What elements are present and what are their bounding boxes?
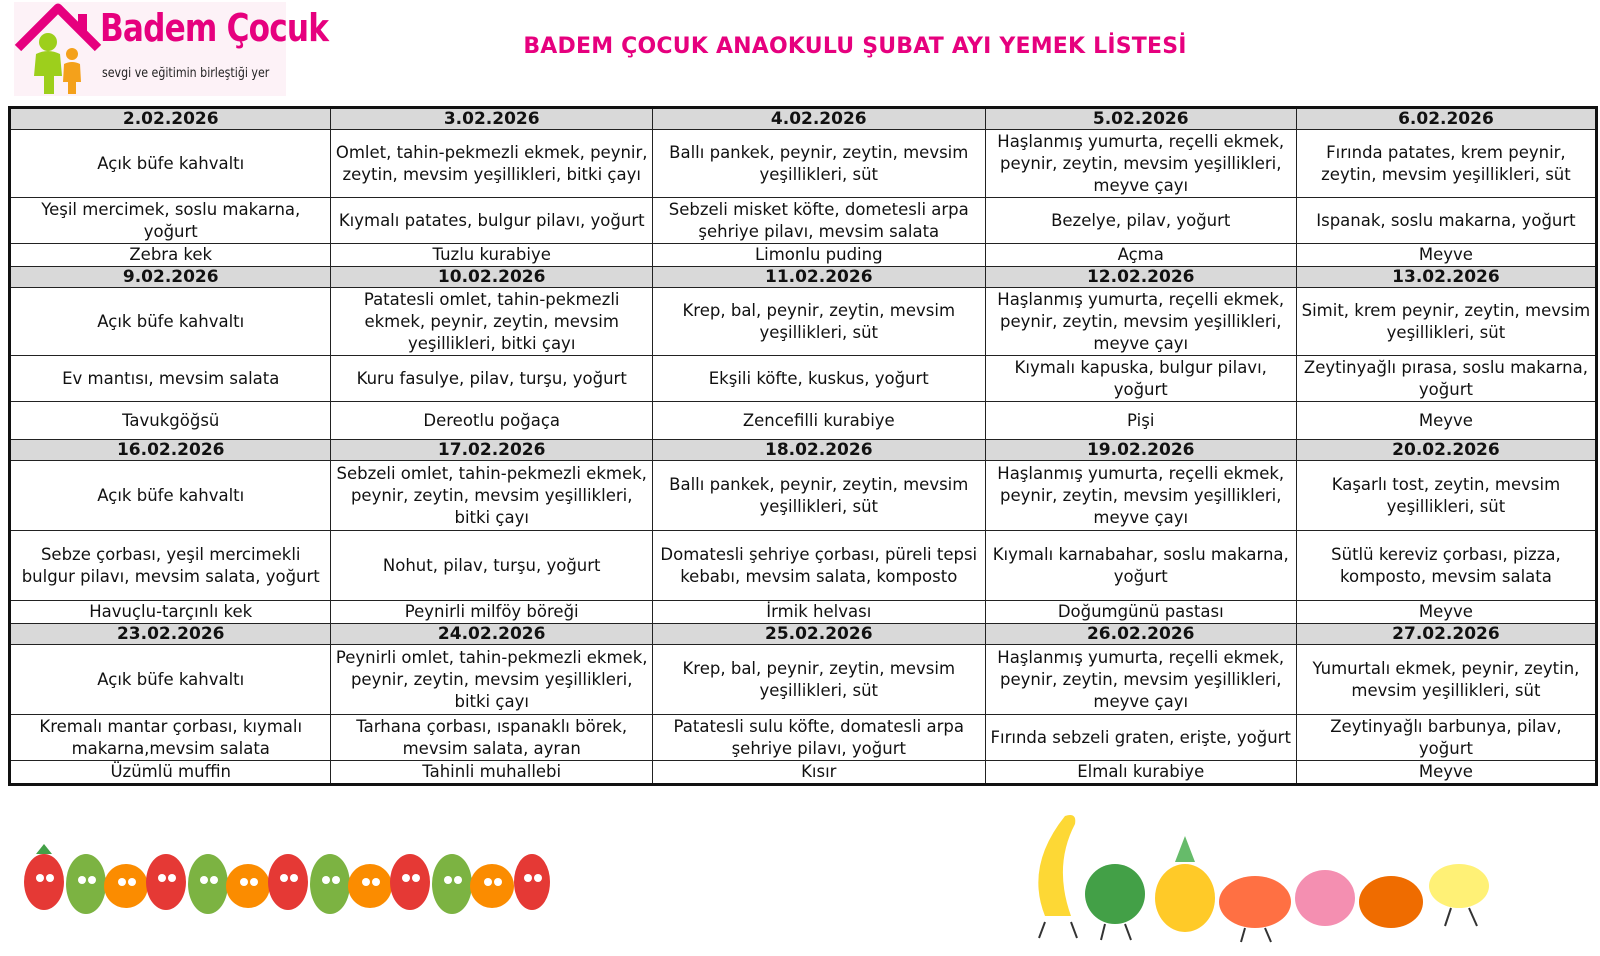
- date-cell: 11.02.2026: [652, 267, 985, 288]
- breakfast-cell: Simit, krem peynir, zeytin, mevsim yeşillikleri, süt: [1296, 288, 1596, 356]
- date-cell: 5.02.2026: [985, 108, 1296, 130]
- date-cell: 9.02.2026: [10, 267, 331, 288]
- snack-cell: Elmalı kurabiye: [985, 761, 1296, 785]
- breakfast-cell: Ballı pankek, peynir, zeytin, mevsim yeşillikleri, süt: [652, 461, 985, 531]
- lunch-cell: Zeytinyağlı pırasa, soslu makarna, yoğurt: [1296, 356, 1596, 402]
- date-cell: 26.02.2026: [985, 624, 1296, 645]
- breakfast-cell: Krep, bal, peynir, zeytin, mevsim yeşillikleri, süt: [652, 288, 985, 356]
- logo: [14, 2, 329, 96]
- lunch-row: [10, 531, 1597, 601]
- fruit-border-illustration: [14, 812, 554, 932]
- snack-row: [10, 402, 1597, 440]
- snack-cell: Tavukgöğsü: [10, 402, 331, 440]
- breakfast-cell: Haşlanmış yumurta, reçelli ekmek, peynir, zeytin, mevsim yeşillikleri, meyve çayı: [985, 130, 1296, 198]
- breakfast-cell: Haşlanmış yumurta, reçelli ekmek, peynir, zeytin, mevsim yeşillikleri, meyve çayı: [985, 461, 1296, 531]
- breakfast-cell: Ballı pankek, peynir, zeytin, mevsim yeşillikleri, süt: [652, 130, 985, 198]
- snack-cell: Üzümlü muffin: [10, 761, 331, 785]
- breakfast-cell: Omlet, tahin-pekmezli ekmek, peynir, zeytin, mevsim yeşillikleri, bitki çayı: [331, 130, 652, 198]
- snack-cell: Zebra kek: [10, 244, 331, 267]
- snack-cell: Peynirli milföy böreği: [331, 601, 652, 624]
- date-row: [10, 267, 1597, 288]
- breakfast-row: [10, 130, 1597, 198]
- snack-cell: Meyve: [1296, 402, 1596, 440]
- breakfast-cell: Kaşarlı tost, zeytin, mevsim yeşillikleri, süt: [1296, 461, 1596, 531]
- persimmon-icon: [1359, 876, 1423, 928]
- date-cell: 23.02.2026: [10, 624, 331, 645]
- lunch-cell: Yeşil mercimek, soslu makarna, yoğurt: [10, 198, 331, 244]
- date-cell: 16.02.2026: [10, 440, 331, 461]
- lunch-cell: Kremalı mantar çorbası, kıymalı makarna,mevsim salata: [10, 715, 331, 761]
- snack-cell: Tuzlu kurabiye: [331, 244, 652, 267]
- breakfast-cell: Peynirli omlet, tahin-pekmezli ekmek, peynir, zeytin, mevsim yeşillikleri, bitki çayı: [331, 645, 652, 715]
- breakfast-cell: Açık büfe kahvaltı: [10, 645, 331, 715]
- date-cell: 2.02.2026: [10, 108, 331, 130]
- date-cell: 12.02.2026: [985, 267, 1296, 288]
- lunch-cell: Ekşili köfte, kuskus, yoğurt: [652, 356, 985, 402]
- snack-cell: Meyve: [1296, 761, 1596, 785]
- snack-row: [10, 761, 1597, 785]
- breakfast-cell: Patatesli omlet, tahin-pekmezli ekmek, peynir, zeytin, mevsim yeşillikleri, bitki çayı: [331, 288, 652, 356]
- lunch-row: [10, 198, 1597, 244]
- snack-row: [10, 601, 1597, 624]
- banana-icon: [1038, 815, 1075, 916]
- breakfast-cell: Krep, bal, peynir, zeytin, mevsim yeşillikleri, süt: [652, 645, 985, 715]
- snack-cell: Limonlu puding: [652, 244, 985, 267]
- date-cell: 18.02.2026: [652, 440, 985, 461]
- lunch-cell: Kıymalı patates, bulgur pilavı, yoğurt: [331, 198, 652, 244]
- breakfast-row: [10, 461, 1597, 531]
- snack-cell: Doğumgünü pastası: [985, 601, 1296, 624]
- breakfast-cell: Sebzeli omlet, tahin-pekmezli ekmek, peynir, zeytin, mevsim yeşillikleri, bitki çayı: [331, 461, 652, 531]
- date-cell: 20.02.2026: [1296, 440, 1596, 461]
- lunch-cell: Bezelye, pilav, yoğurt: [985, 198, 1296, 244]
- lunch-cell: Fırında sebzeli graten, erişte, yoğurt: [985, 715, 1296, 761]
- page-title: BADEM ÇOCUK ANAOKULU ŞUBAT AYI YEMEK LİSTESİ: [523, 34, 1187, 59]
- lunch-cell: Nohut, pilav, turşu, yoğurt: [331, 531, 652, 601]
- snack-cell: Dereotlu poğaça: [331, 402, 652, 440]
- lunch-cell: Ev mantısı, mevsim salata: [10, 356, 331, 402]
- breakfast-cell: Fırında patates, krem peynir, zeytin, mevsim yeşillikleri, süt: [1296, 130, 1596, 198]
- logo-brand-name: Badem Çocuk: [100, 6, 329, 50]
- snack-cell: Meyve: [1296, 244, 1596, 267]
- dragonfruit-icon: [1295, 870, 1355, 926]
- pineapple-icon: [1155, 864, 1215, 932]
- snack-cell: Havuçlu-tarçınlı kek: [10, 601, 331, 624]
- lunch-cell: Ispanak, soslu makarna, yoğurt: [1296, 198, 1596, 244]
- lunch-cell: Kıymalı kapuska, bulgur pilavı, yoğurt: [985, 356, 1296, 402]
- lunch-cell: Tarhana çorbası, ıspanaklı börek, mevsim salata, ayran: [331, 715, 652, 761]
- lunch-row: [10, 715, 1597, 761]
- menu-table: [8, 106, 1598, 786]
- lunch-cell: Zeytinyağlı barbunya, pilav, yoğurt: [1296, 715, 1596, 761]
- lunch-cell: Kıymalı karnabahar, soslu makarna, yoğurt: [985, 531, 1296, 601]
- snack-row: [10, 244, 1597, 267]
- breakfast-cell: Haşlanmış yumurta, reçelli ekmek, peynir, zeytin, mevsim yeşillikleri, meyve çayı: [985, 645, 1296, 715]
- lemon-icon: [1429, 864, 1489, 908]
- kiwi-icon: [1085, 864, 1145, 924]
- date-row: [10, 440, 1597, 461]
- lunch-cell: Sebze çorbası, yeşil mercimekli bulgur pilavı, mevsim salata, yoğurt: [10, 531, 331, 601]
- date-cell: 19.02.2026: [985, 440, 1296, 461]
- orange-icon: [1219, 876, 1291, 928]
- lunch-cell: Kuru fasulye, pilav, turşu, yoğurt: [331, 356, 652, 402]
- breakfast-cell: Açık büfe kahvaltı: [10, 288, 331, 356]
- snack-cell: Pişi: [985, 402, 1296, 440]
- date-cell: 24.02.2026: [331, 624, 652, 645]
- lunch-cell: Patatesli sulu köfte, domatesli arpa şehriye pilavı, yoğurt: [652, 715, 985, 761]
- date-cell: 4.02.2026: [652, 108, 985, 130]
- date-cell: 10.02.2026: [331, 267, 652, 288]
- snack-cell: Zencefilli kurabiye: [652, 402, 985, 440]
- lunch-cell: Sebzeli misket köfte, dometesli arpa şehriye pilavı, mevsim salata: [652, 198, 985, 244]
- breakfast-cell: Açık büfe kahvaltı: [10, 130, 331, 198]
- breakfast-cell: Yumurtalı ekmek, peynir, zeytin, mevsim yeşillikleri, süt: [1296, 645, 1596, 715]
- snack-cell: Kısır: [652, 761, 985, 785]
- logo-slogan: sevgi ve eğitimin birleştiği yer: [102, 66, 270, 81]
- date-cell: 27.02.2026: [1296, 624, 1596, 645]
- snack-cell: İrmik helvası: [652, 601, 985, 624]
- date-cell: 17.02.2026: [331, 440, 652, 461]
- lunch-cell: Domatesli şehriye çorbası, püreli tepsi kebabı, mevsim salata, komposto: [652, 531, 985, 601]
- date-row: [10, 624, 1597, 645]
- dancing-fruits-illustration: [1015, 806, 1575, 946]
- breakfast-row: [10, 288, 1597, 356]
- date-cell: 25.02.2026: [652, 624, 985, 645]
- breakfast-cell: Haşlanmış yumurta, reçelli ekmek, peynir, zeytin, mevsim yeşillikleri, meyve çayı: [985, 288, 1296, 356]
- snack-cell: Tahinli muhallebi: [331, 761, 652, 785]
- date-cell: 13.02.2026: [1296, 267, 1596, 288]
- date-row: [10, 108, 1597, 130]
- breakfast-row: [10, 645, 1597, 715]
- breakfast-cell: Açık büfe kahvaltı: [10, 461, 331, 531]
- snack-cell: Meyve: [1296, 601, 1596, 624]
- lunch-row: [10, 356, 1597, 402]
- lunch-cell: Sütlü kereviz çorbası, pizza, komposto, mevsim salata: [1296, 531, 1596, 601]
- date-cell: 6.02.2026: [1296, 108, 1596, 130]
- date-cell: 3.02.2026: [331, 108, 652, 130]
- snack-cell: Açma: [985, 244, 1296, 267]
